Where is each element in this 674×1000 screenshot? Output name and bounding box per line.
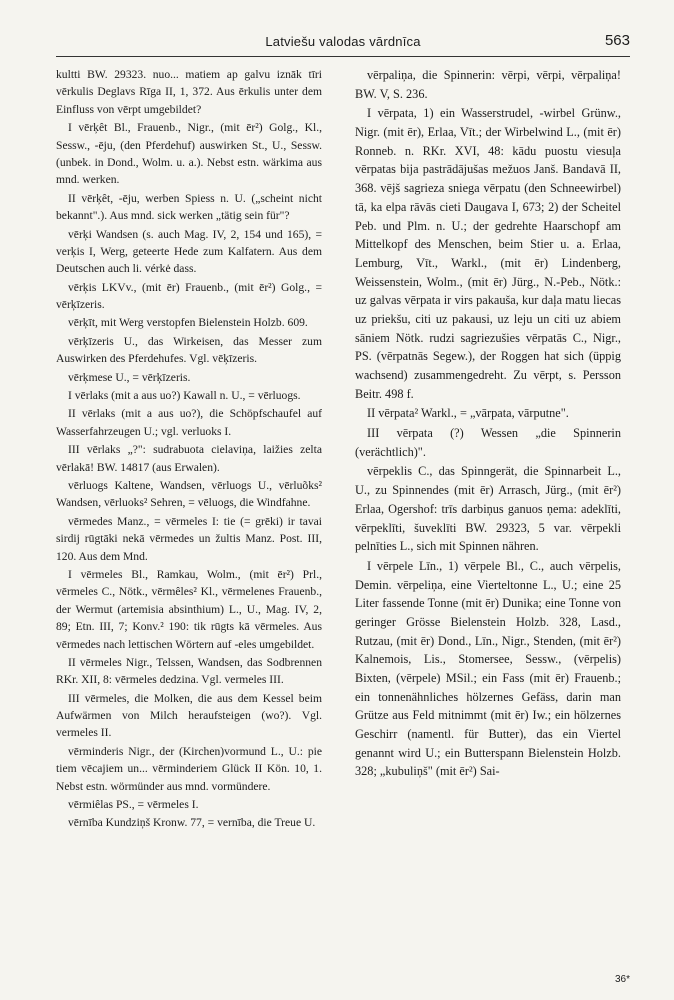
page-number: 563 <box>604 32 630 49</box>
printer-signature: 36* <box>614 974 630 985</box>
dictionary-entry: kultti BW. 29323. nuo... matiem ap galvu iznāk tīri vērkulis Deglavs Rīga II, 1, 372. Aus ērkulis unter dem Einfluss von vērpt umgebildet? <box>56 68 322 116</box>
dictionary-entry: vērminderis Nigr., der (Kirchen)vormund L., U.: pie tiem vēcajiem un... vērminderiem Glück II Kön. 10, 1. Nebst estn. wörmünder aus mnd. vormündere. <box>56 744 322 793</box>
running-title: Latviešu valodas vārdnīca <box>265 34 421 49</box>
dictionary-entry: III vērlaks „?": sudrabuota cielaviņa, laižies zelta vērlakā! BW. 14817 (aus Erwalen). <box>56 443 322 474</box>
dictionary-entry: vērnība Kundziņš Kronw. 77, = vernība, die Treue U. <box>68 816 316 830</box>
dictionary-entry: vērķīt, mit Werg verstopfen Bielenstein Holzb. 609. <box>68 316 308 330</box>
dictionary-entry: vērķīzeris U., das Wirkeisen, das Messer zum Auswirken des Pferdehufes. Vgl. vēķīzeris. <box>56 334 322 366</box>
dictionary-entry: I vērķêt Bl., Frauenb., Nigr., (mit ēr²) Golg., Kl., Sessw., -ēju, (den Pferdehuf) auswirken St., U., Sessw. (unbek. in Dond., Wolm. u. a.). Nebst estn. wärkima aus mnd. werken. <box>56 121 322 187</box>
dictionary-entry: vērķis LKVv., (mit ēr) Frauenb., (mit ēr²) Golg., = vērķīzeris. <box>56 280 322 312</box>
dictionary-entry: vērpeklis C., das Spinngerät, die Spinnarbeit L., U., zu Spinnendes (mit ēr) Arrasch, Jürg., (mit ēr²) Erlaa, Ogershof: trīs darbiņus ganuos ņema: adeklīti, vērpeklīti, šuveklīti BW. 29323, 5 var. vērpekli pelnīties L., sich mit Spinnen nähren. <box>355 464 621 554</box>
dictionary-entry: III vērpata (?) Wessen „die Spinnerin (verächtlich)". <box>355 426 621 459</box>
right-column <box>355 66 621 782</box>
dictionary-entry: vērluogs Kaltene, Wandsen, vērluogs U., vērluõks² Wandsen, vērluoks² Sehren, = vēluogs, die Windfahne. <box>56 478 322 510</box>
dictionary-entry: I vērlaks (mit a aus uo?) Kawall n. U., = vērluogs. <box>68 389 301 403</box>
dictionary-entry: III vērmeles, die Molken, die aus dem Kessel beim Aufwärmen von Milch heraufsteigen (wo?). Vgl. vermeles II. <box>56 691 322 740</box>
left-column <box>56 66 322 833</box>
dictionary-entry: vērpaliņa, die Spinnerin: vērpi, vērpi, vērpaliņa! BW. V, S. 236. <box>355 68 621 101</box>
dictionary-entry: II vērķêt, -ēju, werben Spiess n. U. („scheint nicht bekannt".). Aus mnd. sick werken „tätig sein für"? <box>56 191 322 223</box>
dictionary-entry: II vērlaks (mit a aus uo?), die Schöpfschaufel auf Wasserfahrzeugen U.; vgl. verluoks I. <box>56 407 322 438</box>
dictionary-entry: vērmedes Manz., = vērmeles I: tie (= grēki) ir tavai sirdij rūgtāki nekā vērmedes un žultis Manz. Post. III, 120. Aus dem Mnd. <box>56 514 322 563</box>
dictionary-entry: vērķi Wandsen (s. auch Mag. IV, 2, 154 und 165), = verķis I, Werg, geteerte Hede zum Kalfatern. Aus dem Deutschen auch li. vérkė dass. <box>56 227 322 276</box>
dictionary-entry: I vērpata, 1) ein Wasserstrudel, -wirbel Grünw., Nigr. (mit ēr), Erlaa, Vīt.; der Wirbelwind L., (mit ēr) Ronneb. n. RKr. XVI, 48: kādu puostu viesuļa vērpatas bija pastrādājušas mežuos Janš. Bandavā II, 368. vējš sagrieza sniega vērpatu (den Schneewirbel) tā, ka elpa rāvās cieti Daugava I, 673; 2) der Scheitel Peb. und Plm. n. U.; der gedrehte Haarschopf am Mittelkopf des Menschen, beim Stier u. a. Erlaa, Lemburg, Vīt., Warkl., (mit ēr) Lindenberg, Weissenstein, Wolm., (mit ēr) Jürg., N.-Peb., Nötk.: uz galvas vērpata ir virs pakauša, kur daļa matu liecas uz priekšu, citi uz pakausi, uz leju un citi uz abiem sāniem Nötk. rudzi sagriezušies vērpatās C., Nigr., PS. (vērpatnās Segew.), der Roggen hat sich (üppig wachsend) zusammengedreht. Zu vērpt, s. Persson Beitr. 498 f. <box>355 106 621 401</box>
dictionary-entry: vērmiêlas PS., = vērmeles I. <box>68 798 199 812</box>
dictionary-entry: I vērpele Līn., 1) vērpele Bl., C., auch vērpelis, Demin. vērpeliņa, eine Vierteltonne L., U.; eine 25 Liter fassende Tonne (mit ēr) Dunika; eine Tonne von geringer Grösse Bielenstein Holzb. 328, Lasd., Rutzau, (mit ēr) Dond., Līn., Nigr., Stenden, (mit ēr²) Kalnemois, Lis., Stomersee, Sessw., (vērpelis) Bixten, (vērpele) MSil.; ein Fass (mit ēr) Frauenb.; ein tonnenähnliches hölzernes Gefäss, darin man Grütze aus Feld mitnimmt (mit ēr) Iw.; ein hölzernes Geschirr (namentl. für Butter), das ein Viertel genannt wird U.; ein Butterspann Bielenstein Holzb. 328; „kubuliņš" (mit ēr²) Sai- <box>355 558 621 779</box>
dictionary-entry: II vērmeles Nigr., Telssen, Wandsen, das Sodbrennen RKr. XII, 8: vērmeles dedzina. Vgl. vermeles III. <box>56 655 322 687</box>
page-header <box>56 34 630 57</box>
dictionary-entry: vērķmese U., = vērķīzeris. <box>68 370 191 384</box>
dictionary-entry: II vērpata² Warkl., = „vārpata, vārputne". <box>367 406 569 421</box>
dictionary-entry: I vērmeles Bl., Ramkau, Wolm., (mit ēr²) Prl., vērmeles C., Nötk., vērmêles² Kl., vērmelenes Frauenb., der Wermut (artemisia absinthium) L., U., Mag. IV, 2, 89; Etn. III, 7; Konv.² 190: tik rūgts kā vērmeles. Aus vērmedes nach lettischen Wörtern auf -eles umgebildet. <box>56 567 322 651</box>
